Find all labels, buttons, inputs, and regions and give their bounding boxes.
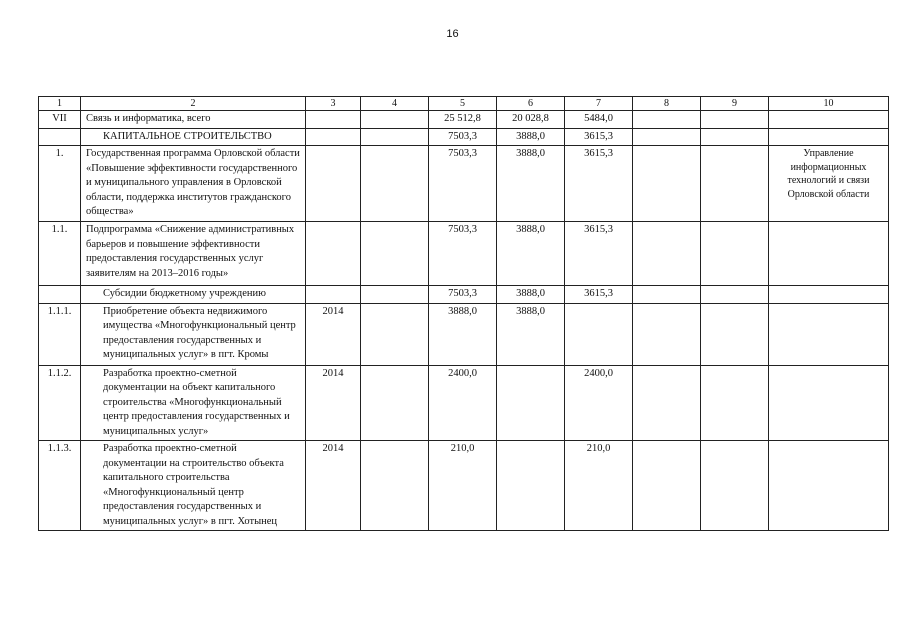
amount-cell: 3615,3 bbox=[565, 222, 633, 286]
amount-cell: 3615,3 bbox=[565, 146, 633, 222]
amount-cell: 7503,3 bbox=[429, 286, 497, 304]
cell bbox=[633, 365, 701, 441]
cell bbox=[633, 303, 701, 365]
cell bbox=[633, 441, 701, 531]
cell bbox=[701, 441, 769, 531]
row-number: 1.1. bbox=[39, 222, 81, 286]
year-cell bbox=[306, 222, 361, 286]
row-number: VII bbox=[39, 111, 81, 129]
row-number: 1.1.3. bbox=[39, 441, 81, 531]
column-number-row bbox=[39, 97, 889, 111]
page-number: 16 bbox=[446, 28, 459, 40]
table-row bbox=[39, 146, 889, 222]
cell bbox=[701, 128, 769, 146]
cell bbox=[701, 111, 769, 129]
column-header: 7 bbox=[565, 97, 633, 111]
cell bbox=[361, 222, 429, 286]
cell bbox=[701, 303, 769, 365]
year-cell: 2014 bbox=[306, 441, 361, 531]
responsible-cell bbox=[769, 128, 889, 146]
row-description: Государственная программа Орловской области «Повышение эффективности государственного и муниципального управления в Орловской области, поддержка институтов гражданского общества» bbox=[81, 146, 306, 222]
responsible-cell bbox=[769, 111, 889, 129]
cell bbox=[633, 286, 701, 304]
year-cell bbox=[306, 146, 361, 222]
amount-cell bbox=[565, 303, 633, 365]
row-description: Субсидии бюджетному учреждению bbox=[81, 286, 306, 304]
row-description: Связь и информатика, всего bbox=[81, 111, 306, 129]
amount-cell: 3888,0 bbox=[497, 286, 565, 304]
column-header: 8 bbox=[633, 97, 701, 111]
row-number: 1. bbox=[39, 146, 81, 222]
amount-cell: 210,0 bbox=[565, 441, 633, 531]
row-number bbox=[39, 128, 81, 146]
amount-cell: 7503,3 bbox=[429, 146, 497, 222]
amount-cell: 2400,0 bbox=[565, 365, 633, 441]
amount-cell: 3615,3 bbox=[565, 128, 633, 146]
amount-cell: 3888,0 bbox=[429, 303, 497, 365]
row-number: 1.1.2. bbox=[39, 365, 81, 441]
amount-cell bbox=[497, 441, 565, 531]
table-row bbox=[39, 222, 889, 286]
amount-cell: 5484,0 bbox=[565, 111, 633, 129]
amount-cell: 20 028,8 bbox=[497, 111, 565, 129]
row-number: 1.1.1. bbox=[39, 303, 81, 365]
responsible-cell: Управление информационных технологий и связи Орловской области bbox=[769, 146, 889, 222]
responsible-cell bbox=[769, 441, 889, 531]
year-cell: 2014 bbox=[306, 365, 361, 441]
cell bbox=[633, 146, 701, 222]
amount-cell: 2400,0 bbox=[429, 365, 497, 441]
amount-cell: 3888,0 bbox=[497, 146, 565, 222]
year-cell bbox=[306, 111, 361, 129]
cell bbox=[701, 146, 769, 222]
year-cell bbox=[306, 286, 361, 304]
column-header: 1 bbox=[39, 97, 81, 111]
cell bbox=[361, 128, 429, 146]
responsible-cell bbox=[769, 222, 889, 286]
cell bbox=[361, 303, 429, 365]
row-number bbox=[39, 286, 81, 304]
cell bbox=[633, 111, 701, 129]
row-description: КАПИТАЛЬНОЕ СТРОИТЕЛЬСТВО bbox=[81, 128, 306, 146]
table-row bbox=[39, 286, 889, 304]
column-header: 10 bbox=[769, 97, 889, 111]
cell bbox=[361, 146, 429, 222]
column-header: 9 bbox=[701, 97, 769, 111]
cell bbox=[633, 222, 701, 286]
amount-cell: 3888,0 bbox=[497, 303, 565, 365]
cell bbox=[361, 286, 429, 304]
table-row bbox=[39, 303, 889, 365]
row-description: Разработка проектно-сметной документации на объект капитального строительства «Многофункциональный центр предоставления государственных и муниципальных услуг» bbox=[81, 365, 306, 441]
table-row bbox=[39, 111, 889, 129]
responsible-cell bbox=[769, 365, 889, 441]
column-header: 4 bbox=[361, 97, 429, 111]
amount-cell: 7503,3 bbox=[429, 222, 497, 286]
budget-table bbox=[38, 96, 889, 531]
cell bbox=[701, 286, 769, 304]
year-cell bbox=[306, 128, 361, 146]
amount-cell: 3888,0 bbox=[497, 222, 565, 286]
row-description: Приобретение объекта недвижимого имущества «Многофункциональный центр предоставления государственных и муниципальных услуг» в пгт. Кромы bbox=[81, 303, 306, 365]
table-row bbox=[39, 128, 889, 146]
row-description: Разработка проектно-сметной документации на строительство объекта капитального строительства «Многофункциональный центр предоставления государственных и муниципальных услуг» в пгт. Хотынец bbox=[81, 441, 306, 531]
year-cell: 2014 bbox=[306, 303, 361, 365]
column-header: 5 bbox=[429, 97, 497, 111]
cell bbox=[361, 111, 429, 129]
amount-cell: 25 512,8 bbox=[429, 111, 497, 129]
amount-cell: 210,0 bbox=[429, 441, 497, 531]
amount-cell: 3888,0 bbox=[497, 128, 565, 146]
column-header: 2 bbox=[81, 97, 306, 111]
responsible-cell bbox=[769, 303, 889, 365]
cell bbox=[361, 365, 429, 441]
amount-cell: 3615,3 bbox=[565, 286, 633, 304]
amount-cell bbox=[497, 365, 565, 441]
column-header: 3 bbox=[306, 97, 361, 111]
responsible-cell bbox=[769, 286, 889, 304]
row-description: Подпрограмма «Снижение административных барьеров и повышение эффективности предоставления государственных услуг заявителям на 2013–2016 годы» bbox=[81, 222, 306, 286]
table-row bbox=[39, 365, 889, 441]
cell bbox=[633, 128, 701, 146]
cell bbox=[701, 365, 769, 441]
table-row bbox=[39, 441, 889, 531]
cell bbox=[361, 441, 429, 531]
column-header: 6 bbox=[497, 97, 565, 111]
amount-cell: 7503,3 bbox=[429, 128, 497, 146]
cell bbox=[701, 222, 769, 286]
